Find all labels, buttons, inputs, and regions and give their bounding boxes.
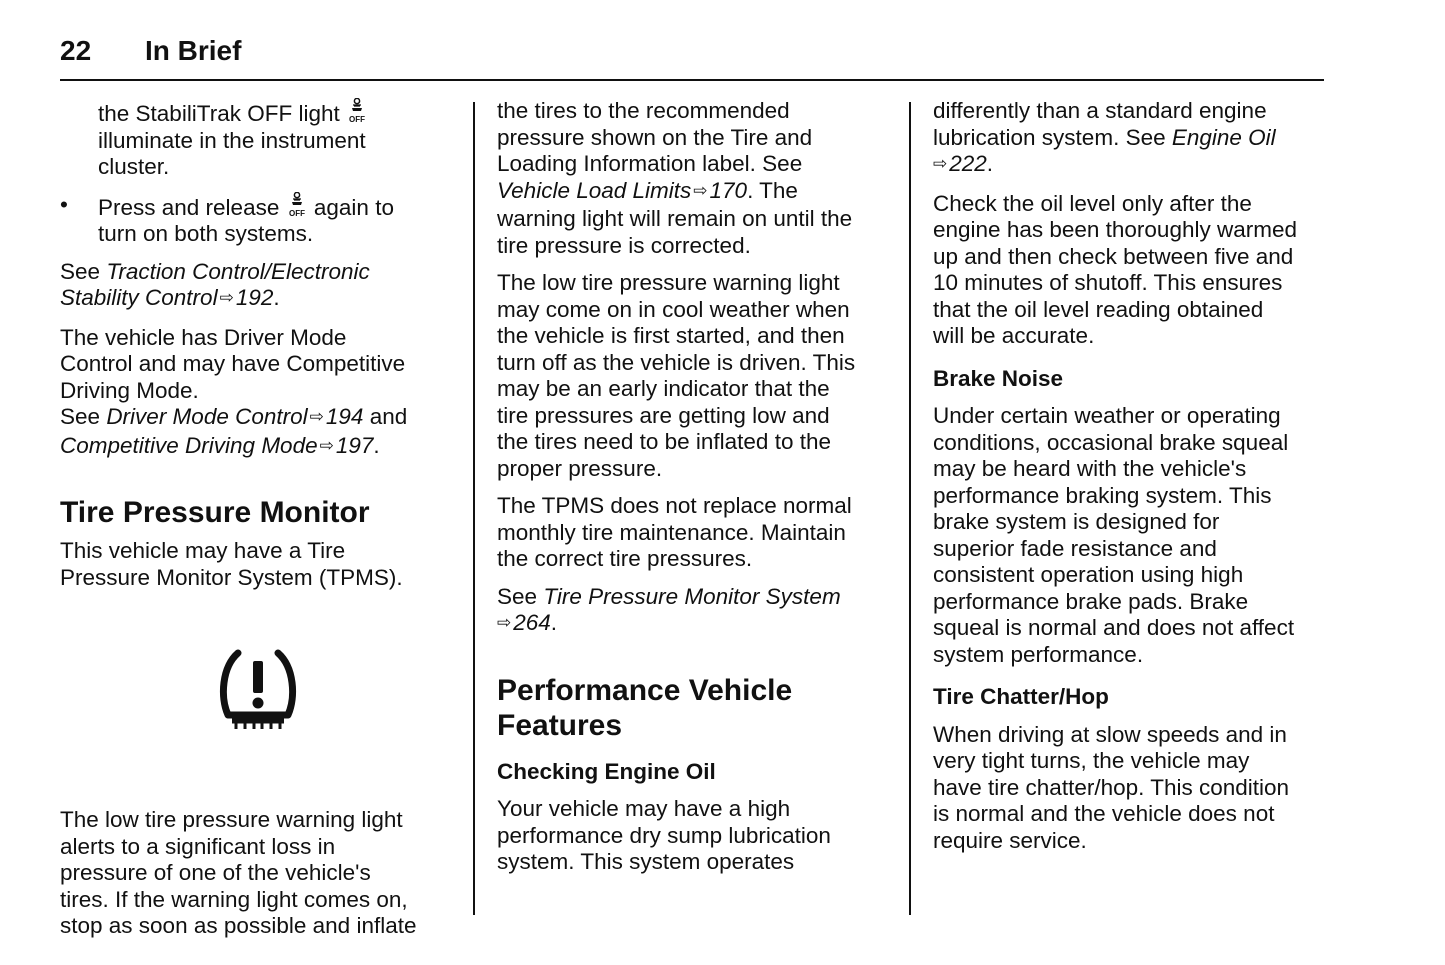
- column-divider: [473, 102, 475, 915]
- oil-level-paragraph: Check the oil level only after the engine has been thoroughly warmed up and then check between five and 10 minutes of shutoff. This ensures that the oil level reading obtained will be accurate.: [933, 190, 1297, 348]
- low-pressure-paragraph: The low tire pressure warning light alerts to a significant loss in pressure of one of the vehicle's tires. If the warning light comes on, stop as soon as possible and inflate: [60, 807, 417, 938]
- page-header: [60, 34, 1324, 81]
- column-2: [497, 98, 897, 887]
- page-reference[interactable]: 192: [235, 285, 274, 310]
- stabilitrak-off-icon: [348, 98, 366, 124]
- reference-arrow-icon: ⇨: [693, 180, 708, 200]
- column-3: [933, 98, 1328, 865]
- list-item: • Press and release OFF again to turn on both systems.: [60, 191, 394, 246]
- tire-chatter-paragraph: When driving at slow speeds and in very tight turns, the vehicle may have tire chatter/hop. This condition is normal and the vehicle does not require service.: [933, 721, 1290, 853]
- page-reference[interactable]: 194: [325, 404, 364, 429]
- column-divider: [909, 102, 911, 915]
- xref-link[interactable]: Competitive Driving Mode: [60, 432, 318, 458]
- heading-tire-pressure-monitor: Tire Pressure Monitor: [60, 496, 370, 529]
- xref-link[interactable]: Traction Control/Electronic: [106, 258, 370, 284]
- tpms-reference: See Tire Pressure Monitor System ⇨264.: [497, 583, 841, 635]
- page-reference[interactable]: 197: [335, 432, 374, 458]
- column-1: [60, 98, 460, 951]
- page-number: 22: [60, 35, 92, 66]
- tpms-intro-paragraph: This vehicle may have a Tire Pressure Monitor System (TPMS).: [60, 538, 403, 590]
- page-reference[interactable]: 170: [709, 177, 748, 203]
- traction-control-reference: See Traction Control/Electronic Stability Control ⇨192.: [60, 258, 370, 310]
- brake-noise-paragraph: Under certain weather or operating conditions, occasional brake squeal may be heard with the vehicle's performance braking system. This brake system is designed for superior fade resistance and consistent operation using high performance brake pads. Brake squeal is normal and does not affect system performance.: [933, 403, 1295, 667]
- reference-arrow-icon: ⇨: [497, 613, 512, 632]
- xref-link[interactable]: Driver Mode Control: [106, 404, 308, 429]
- xref-link[interactable]: Engine Oil: [1171, 124, 1276, 150]
- page-reference[interactable]: 222: [949, 151, 987, 176]
- bullet-marker: •: [60, 191, 68, 217]
- reference-arrow-icon: ⇨: [933, 154, 948, 173]
- page-reference[interactable]: 264: [513, 610, 551, 635]
- reference-arrow-icon: ⇨: [319, 435, 334, 455]
- maintenance-paragraph: The TPMS does not replace normal monthly tire maintenance. Maintain the correct tire pressures.: [497, 493, 852, 571]
- driver-mode-paragraph: The vehicle has Driver Mode Control and may have Competitive Driving Mode. See Driver Mode Control ⇨194 and Competitive Driving Mode ⇨197.: [60, 324, 408, 458]
- tpms-illustration: [60, 602, 460, 807]
- section-title: In Brief: [145, 35, 242, 66]
- inflate-paragraph: the tires to the recommended pressure shown on the Tire and Loading Information label. See Vehicle Load Limits ⇨170. The warning light will remain on until the tire pressure is corrected.: [497, 98, 853, 258]
- subheading-tire-chatter-hop: Tire Chatter/Hop: [933, 684, 1109, 709]
- stabilitrak-paragraph: the StabiliTrak OFF light OFF illuminate in the instrument cluster.: [60, 98, 460, 181]
- dry-sump-paragraph: Your vehicle may have a high performance dry sump lubrication system. This system operates: [497, 796, 831, 874]
- subheading-brake-noise: Brake Noise: [933, 365, 1064, 391]
- heading-performance-vehicle-features: Performance Vehicle Features: [497, 673, 793, 742]
- svg-text:OFF: OFF: [349, 115, 366, 124]
- reference-arrow-icon: ⇨: [219, 288, 234, 307]
- cool-weather-paragraph: The low tire pressure warning light may come on in cool weather when the vehicle is first started, and then turn off as the vehicle is driven. This may be an early indicator that the tire pressures are getting low and the tires need to be inflated to the proper pressure.: [497, 270, 856, 481]
- xref-link[interactable]: Tire Pressure Monitor System: [543, 583, 841, 609]
- tire-pressure-warning-icon: [216, 647, 300, 733]
- reference-arrow-icon: ⇨: [309, 407, 324, 426]
- subheading-checking-engine-oil: Checking Engine Oil: [497, 758, 716, 784]
- xref-link[interactable]: Stability Control: [60, 285, 218, 310]
- xref-link[interactable]: Vehicle Load Limits: [497, 177, 692, 203]
- svg-text:OFF: OFF: [288, 208, 305, 218]
- lubrication-paragraph: differently than a standard engine lubrication system. See Engine Oil ⇨222.: [933, 98, 1276, 176]
- stabilitrak-off-icon: [288, 192, 306, 218]
